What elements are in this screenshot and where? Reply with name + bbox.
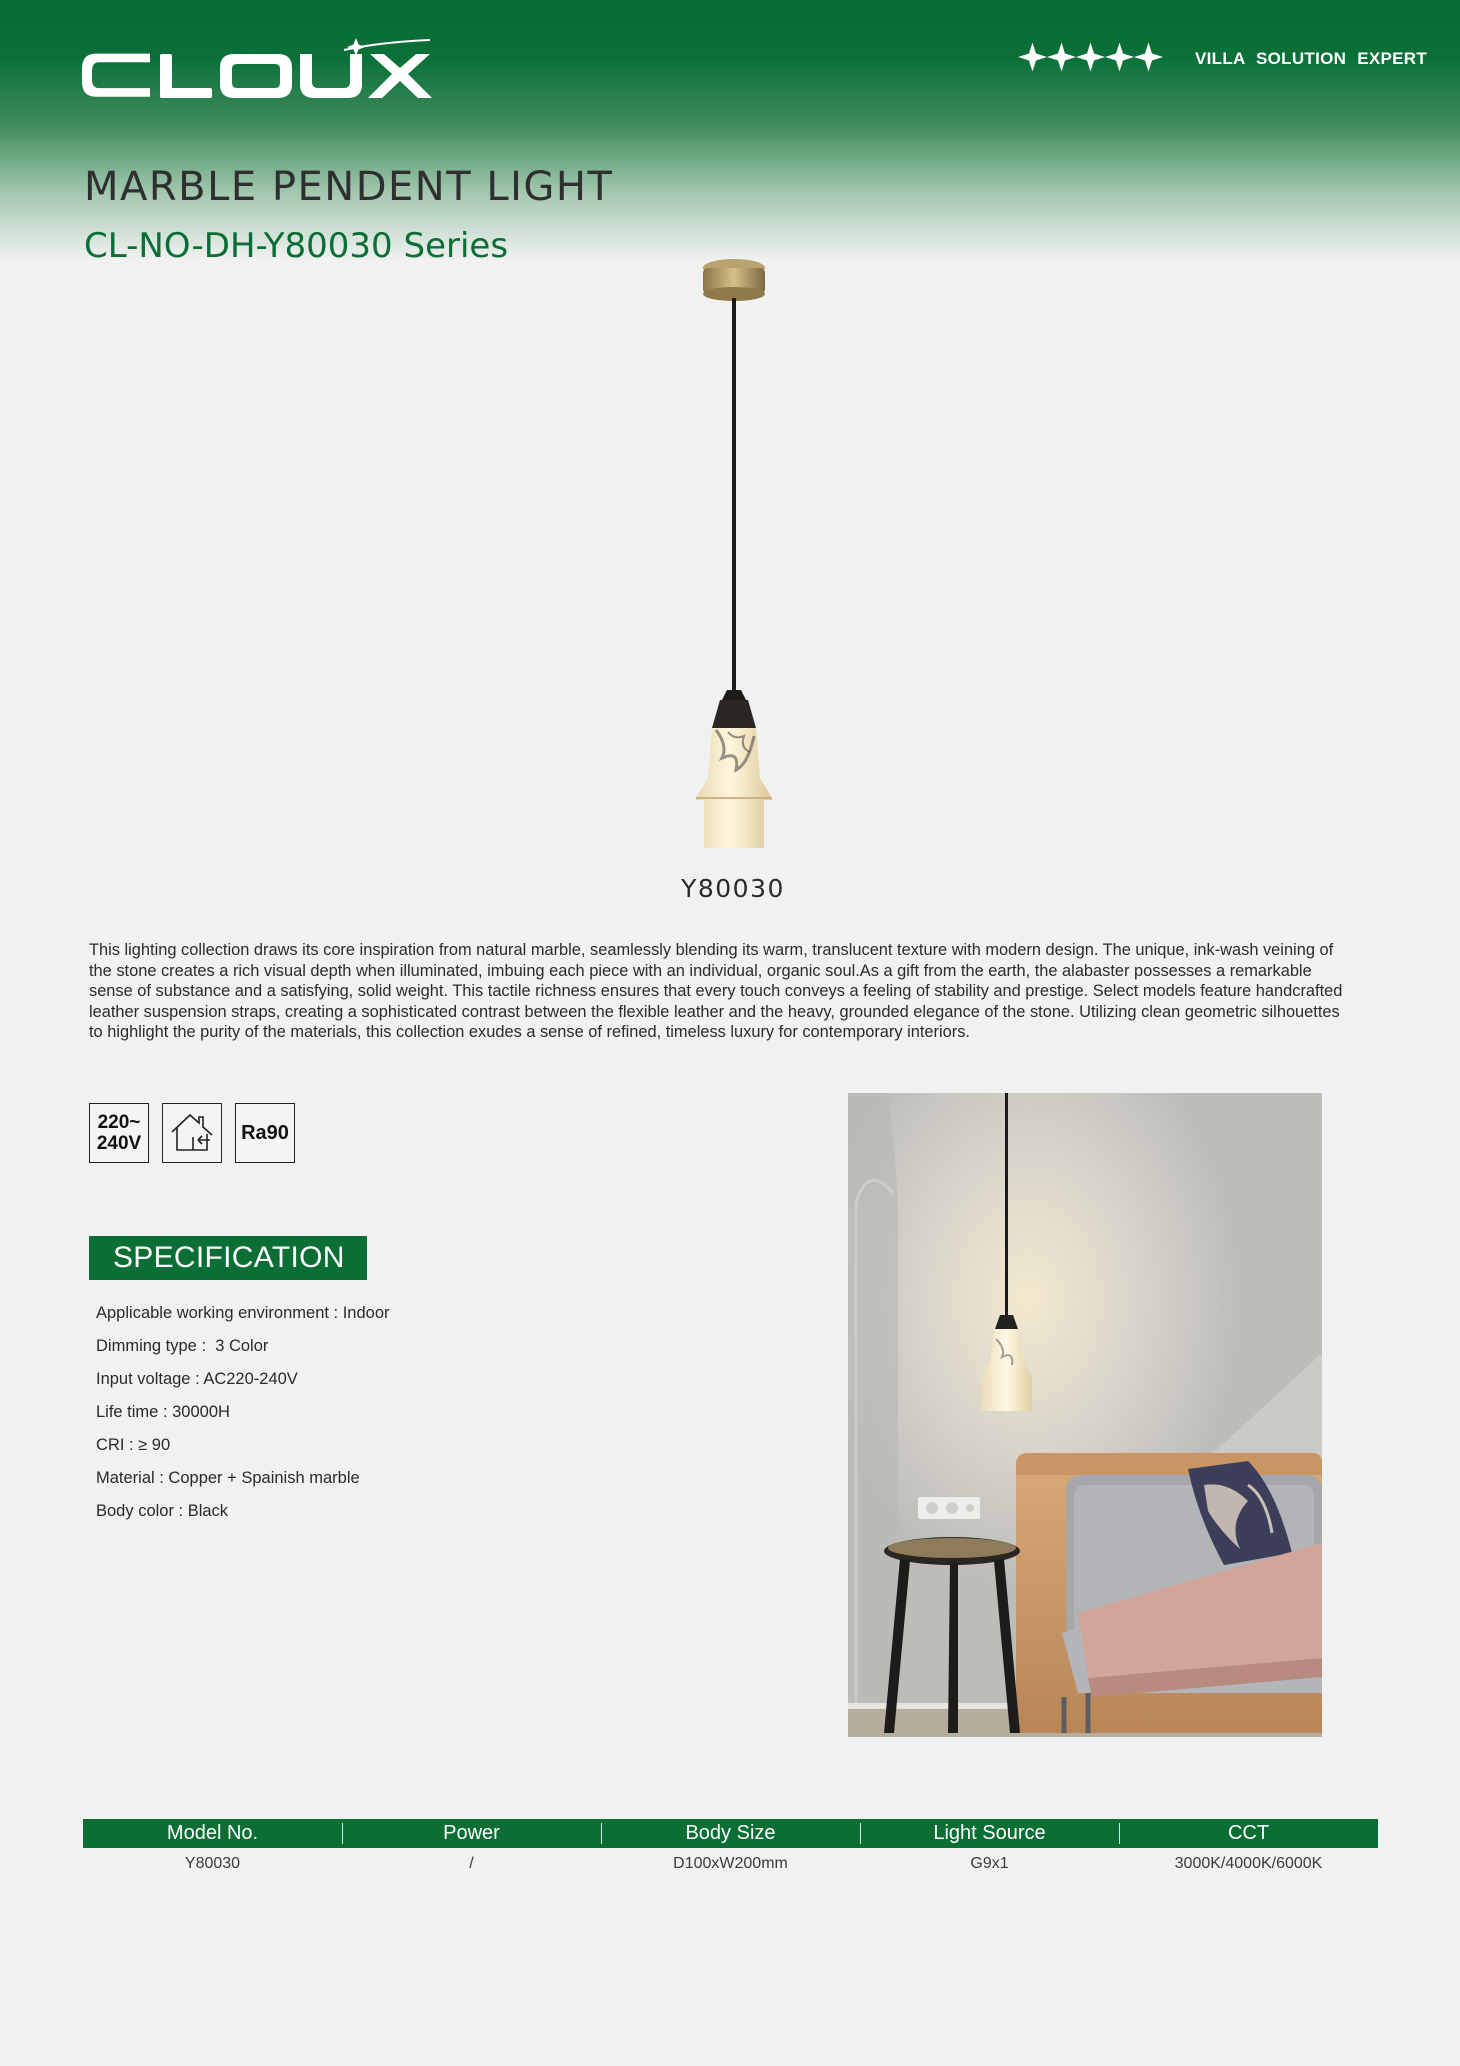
table-cell: / — [469, 1855, 474, 1872]
table-header-cell: CCT — [1119, 1819, 1378, 1848]
rating-stars — [1018, 42, 1163, 76]
product-model-label: Y80030 — [681, 874, 785, 903]
voltage-line-1: 220~ — [97, 1112, 141, 1133]
table-row — [83, 1848, 1378, 1880]
spec-item: Dimming type : 3 Color — [96, 1337, 269, 1355]
room-scene-image — [848, 1093, 1322, 1737]
cri-badge-label: Ra90 — [241, 1121, 289, 1144]
table-cell: Y80030 — [184, 1855, 241, 1872]
table-header-cell: Body Size — [601, 1819, 860, 1848]
table-cell: 3000K/4000K/6000K — [1174, 1855, 1323, 1872]
star-icon — [1018, 42, 1047, 72]
voltage-badge — [89, 1103, 149, 1163]
table-header-cell: Light Source — [860, 1819, 1119, 1848]
cri-badge — [235, 1103, 295, 1163]
indoor-house-icon — [168, 1110, 216, 1156]
page-title: MARBLE PENDENT LIGHT — [84, 164, 614, 210]
spec-item: Input voltage : AC220-240V — [96, 1370, 298, 1388]
voltage-line-2: 240V — [96, 1133, 142, 1154]
spec-item: Applicable working environment : Indoor — [96, 1304, 390, 1322]
table-cell: D100xW200mm — [673, 1855, 788, 1872]
model-table — [83, 1819, 1378, 1880]
specification-heading: SPECIFICATION — [89, 1236, 367, 1280]
table-header-cell: Model No. — [166, 1822, 259, 1844]
spec-item: Body color : Black — [96, 1502, 229, 1520]
star-icon — [1047, 42, 1076, 72]
tagline: VILLA SOLUTION EXPERT — [1195, 49, 1428, 68]
product-image — [670, 258, 790, 850]
feature-badges — [89, 1103, 295, 1163]
star-icon — [1076, 42, 1105, 72]
table-header — [83, 1819, 1378, 1848]
spec-item: CRI : ≥ 90 — [96, 1436, 171, 1454]
indoor-badge — [162, 1103, 222, 1163]
brand-logo — [82, 38, 438, 102]
spec-item: Material : Copper + Spainish marble — [96, 1469, 360, 1487]
specification-list — [96, 1302, 390, 1533]
star-icon — [1105, 42, 1134, 72]
star-icon — [1134, 42, 1163, 72]
spec-item: Life time : 30000H — [96, 1403, 230, 1421]
series-subtitle: CL-NO-DH-Y80030 Series — [84, 226, 509, 266]
product-description: This lighting collection draws its core inspiration from natural marble, seamlessly blending its warm, translucent texture with modern design. The unique, ink-wash veining of the stone creates a rich visual depth when illuminated, imbuing each piece with an individual, organic soul.As a gift from the earth, the alabaster possesses a remarkable sense of substance and a satisfying, solid weight. This tactile richness ensures that every touch conveys a feeling of stability and prestige. Select models feature handcrafted leather suspension straps, creating a sophisticated contrast between the flexible leather and the heavy, grounded elegance of the stone. Utilizing clean geometric silhouettes to highlight the purity of the materials, this collection exudes a sense of refined, timeless luxury for contemporary interiors. — [89, 941, 1343, 1042]
table-header-cell: Power — [342, 1819, 601, 1848]
table-cell: G9x1 — [970, 1855, 1009, 1872]
